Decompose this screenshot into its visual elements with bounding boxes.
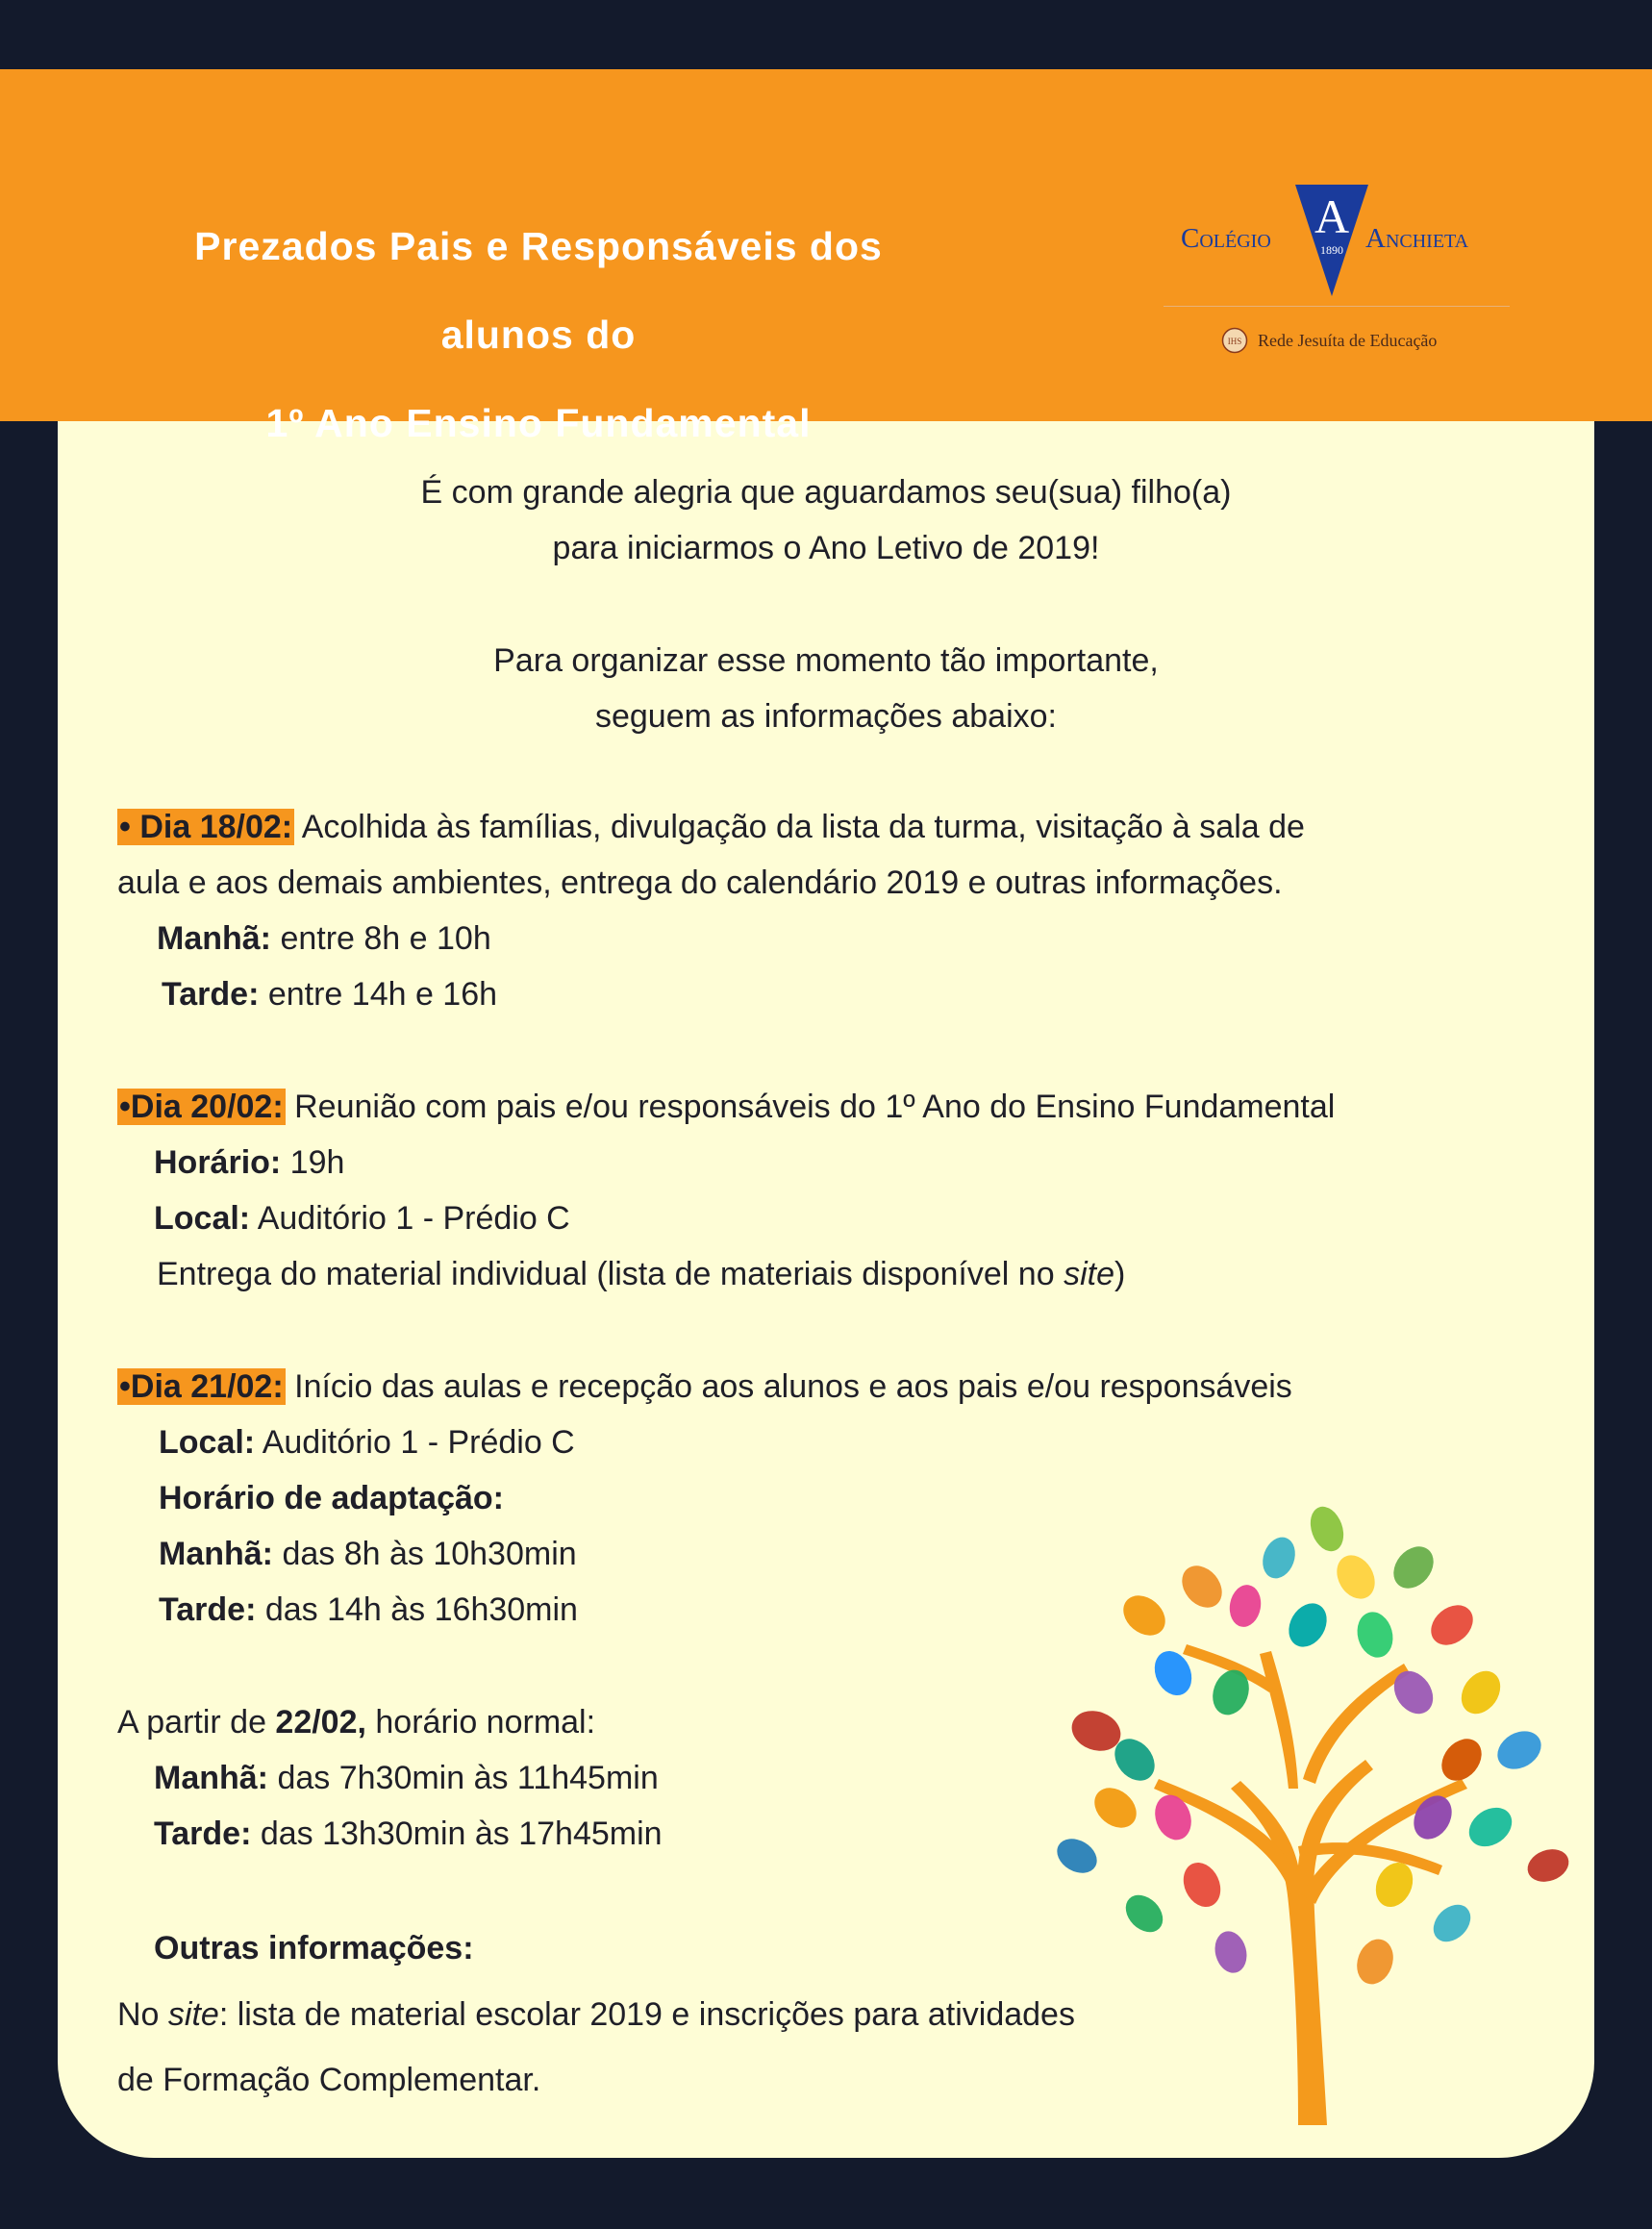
- other-info-title: Outras informações:: [154, 1930, 474, 1966]
- day-21-label: •Dia 21/02:: [119, 1368, 284, 1405]
- hand-leaf: [1177, 1857, 1228, 1914]
- hand-leaf: [1386, 1539, 1441, 1596]
- hand-leaf: [1329, 1548, 1382, 1606]
- hand-leaf: [1423, 1597, 1481, 1653]
- intro-line-3: Para organizar esse momento tão importante,: [493, 642, 1159, 679]
- hand-leaf: [1462, 1799, 1519, 1854]
- jesuit-seal-icon: [1221, 327, 1248, 354]
- hand-leaf: [1523, 1843, 1573, 1887]
- hand-leaf: [1051, 1832, 1103, 1880]
- day-21-place: Local: Auditório 1 - Prédio C: [159, 1424, 575, 1461]
- intro-line-1: É com grande alegria que aguardamos seu(sua) filho(a): [420, 474, 1232, 511]
- hand-leaf: [1118, 1888, 1170, 1940]
- hand-leaf: [1352, 1608, 1397, 1662]
- day-20-note: Entrega do material individual (lista de materiais disponível no site): [157, 1256, 1126, 1292]
- day-18-line-1: • Dia 18/02: Acolhida às famílias, divulgação da lista da turma, visitação à sala de: [119, 809, 1305, 845]
- school-logo: [1164, 183, 1510, 375]
- page-title: [125, 202, 952, 467]
- logo-word-right: Anchieta: [1365, 223, 1469, 254]
- intro-line-4: seguem as informações abaixo:: [594, 698, 1058, 735]
- normal-morning: Manhã: das 7h30min às 11h45min: [154, 1760, 659, 1796]
- title-line-1: Prezados Pais e Responsáveis dos alunos do: [194, 224, 883, 357]
- normal-afternoon: Tarde: das 13h30min às 17h45min: [154, 1816, 663, 1852]
- title-line-2: 1º Ano Ensino Fundamental: [265, 401, 812, 445]
- day-18-morning: Manhã: entre 8h e 10h: [157, 920, 491, 957]
- day-20-place: Local: Auditório 1 - Prédio C: [154, 1200, 570, 1237]
- hand-leaf: [1281, 1596, 1334, 1654]
- logo-year: 1890: [1320, 243, 1343, 257]
- day-18-label: • Dia 18/02:: [119, 809, 293, 845]
- hand-leaf: [1115, 1588, 1173, 1643]
- hand-leaf: [1453, 1664, 1508, 1721]
- hand-leaf: [1211, 1928, 1251, 1977]
- hand-leaf: [1087, 1780, 1144, 1836]
- day-18-afternoon: Tarde: entre 14h e 16h: [162, 976, 498, 1013]
- intro-line-2: para iniciarmos o Ano Letivo de 2019!: [552, 530, 1100, 566]
- hand-leaf: [1257, 1533, 1300, 1583]
- hand-leaf: [1426, 1897, 1478, 1949]
- hand-leaf: [1351, 1934, 1399, 1989]
- day-21-adaptation-title: Horário de adaptação:: [159, 1480, 504, 1516]
- normal-schedule-intro: A partir de 22/02, horário normal:: [117, 1704, 596, 1741]
- day-20-time: Horário: 19h: [154, 1144, 345, 1181]
- day-20-label: •Dia 20/02:: [119, 1089, 284, 1125]
- other-info-line-1: No site: lista de material escolar 2019 e inscrições para atividades: [117, 1996, 1075, 2033]
- network-name: Rede Jesuíta de Educação: [1258, 330, 1438, 350]
- hands-tree-illustration: [1010, 1500, 1587, 2125]
- logo-divider: [1164, 306, 1510, 307]
- logo-word-left: Colégio: [1181, 223, 1271, 254]
- network-label: [1221, 327, 1437, 354]
- day-21-line: •Dia 21/02: Início das aulas e recepção aos alunos e aos pais e/ou responsáveis: [119, 1368, 1292, 1405]
- hand-leaf: [1305, 1502, 1349, 1556]
- day-21-afternoon: Tarde: das 14h às 16h30min: [159, 1591, 578, 1628]
- day-18-line-2: aula e aos demais ambientes, entrega do calendário 2019 e outras informações.: [117, 864, 1283, 901]
- logo-letter: A: [1314, 189, 1350, 243]
- hand-leaf: [1406, 1789, 1459, 1846]
- seal-text: IHS: [1227, 337, 1242, 346]
- day-21-morning: Manhã: das 8h às 10h30min: [159, 1536, 577, 1572]
- other-info-line-2: de Formação Complementar.: [117, 2062, 541, 2098]
- hand-leaf: [1174, 1558, 1230, 1615]
- hand-leaf: [1490, 1723, 1548, 1776]
- day-20-line: •Dia 20/02: Reunião com pais e/ou responsáveis do 1º Ano do Ensino Fundamental: [119, 1089, 1336, 1125]
- logo-triangle-icon: [1293, 183, 1370, 298]
- hand-leaf: [1226, 1583, 1264, 1630]
